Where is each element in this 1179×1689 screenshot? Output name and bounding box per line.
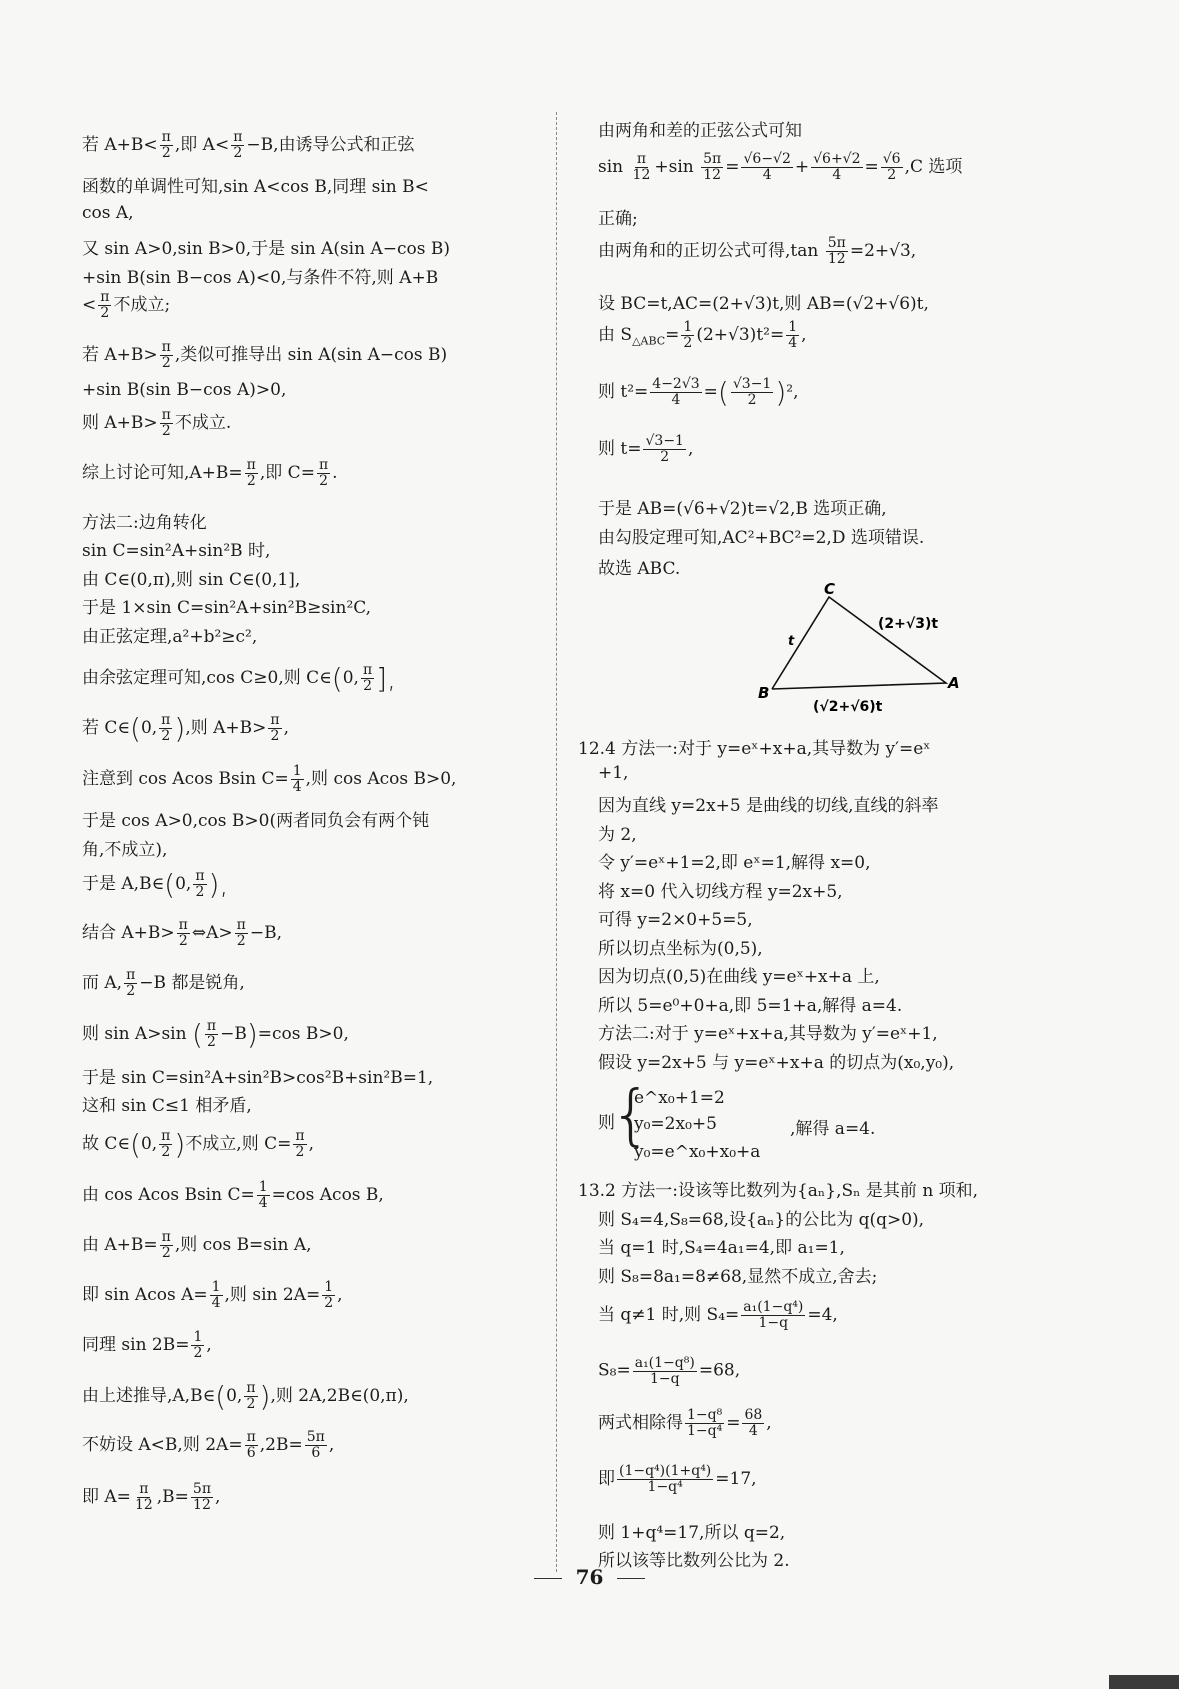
page-footer bbox=[0, 1565, 1179, 1589]
side-ab-label: (√2+√6)t bbox=[813, 699, 883, 715]
line: 方法二:边角转化 bbox=[82, 513, 207, 533]
line: 两式相除得 $\frac{\text{1−q⁸}}{\text{1−q⁴}}$ = $\frac{68}{4}$ , bbox=[598, 1407, 772, 1439]
line: 所以切点坐标为(0,5), bbox=[598, 938, 763, 959]
line: 方法二:对于 y=eˣ+x+a,其导数为 y′=eˣ+1, bbox=[598, 1024, 938, 1044]
side-bc-label: t bbox=[788, 634, 795, 649]
equation: e^x₀+1=2 bbox=[634, 1088, 725, 1108]
line: 令 y′=eˣ+1=2,即 eˣ=1,解得 x=0, bbox=[598, 853, 871, 873]
line: 则 S₈=8a₁=8≠68,显然不成立,舍去; bbox=[598, 1266, 878, 1287]
line: 则 t= $\frac{√3-1}{2}$ , bbox=[598, 433, 694, 465]
line: 由勾股定理可知,AC²+BC²=2,D 选项错误. bbox=[598, 528, 925, 548]
line: 则 t²= $\frac{4-2√3}{4}$ =( $\frac{√3-1}{2}$ )², bbox=[598, 376, 799, 409]
triangle-diagram bbox=[728, 583, 968, 718]
line: 不妨设 A<B,则 2A= $\frac{\pi}{6}$ ,2B= $\frac{5\pi}{6}$ , bbox=[82, 1429, 335, 1461]
line: 于是 A,B∈(0, $\frac{\pi}{2}$ ), bbox=[82, 868, 229, 901]
line: sin C=sin²A+sin²B 时, bbox=[82, 541, 271, 561]
equation: y₀=2x₀+5 bbox=[634, 1114, 717, 1134]
line: 假设 y=2x+5 与 y=eˣ+x+a 的切点为(x₀,y₀), bbox=[598, 1052, 955, 1073]
line: 即 A= $\frac{\pi}{12}$ ,B= $\frac{5\pi}{12}$ , bbox=[82, 1481, 221, 1513]
line: 即 sin Acos A= $\frac{1}{4}$ ,则 sin 2A= $\frac{1}{2}$ , bbox=[82, 1279, 343, 1311]
line: 若 C∈(0, $\frac{\pi}{2}$ ),则 A+B> $\frac{\pi}{2}$ , bbox=[82, 712, 289, 745]
line: 角,不成立), bbox=[82, 840, 168, 860]
line: 于是 1×sin C=sin²A+sin²B≥sin²C, bbox=[82, 598, 372, 618]
line: 由 cos Acos Bsin C= $\frac{1}{4}$ =cos Acos B, bbox=[82, 1179, 384, 1211]
line: 函数的单调性可知,sin A<cos B,同理 sin B< bbox=[82, 177, 429, 197]
line: 因为直线 y=2x+5 是曲线的切线,直线的斜率 bbox=[598, 796, 939, 816]
line: 若 A+B< $\frac{\pi}{2}$ ,即 A< $\frac{\pi}{2}$ −B,由诱导公式和正弦 bbox=[82, 129, 415, 161]
side-ac-label: (2+√3)t bbox=[878, 616, 939, 632]
scan-shadow bbox=[1109, 1675, 1179, 1689]
equation: y₀=e^x₀+x₀+a bbox=[634, 1142, 761, 1162]
line: 由 $S_{\triangle ABC}=$ $\frac{1}{2}$ (2+√3)t²= $\frac{1}{4}$ , bbox=[598, 319, 807, 351]
line: 当 q=1 时,S₄=4a₁=4,即 a₁=1, bbox=[598, 1238, 845, 1258]
page-number: 76 bbox=[575, 1565, 604, 1589]
line: 由上述推导,A,B∈(0, $\frac{\pi}{2}$ ),则 2A,2B∈(0,π), bbox=[82, 1380, 409, 1413]
line: 结合 A+B> $\frac{\pi}{2}$ ⇔A> $\frac{\pi}{2}$ −B, bbox=[82, 917, 282, 949]
line: 而 A, $\frac{\pi}{2}$ −B 都是锐角, bbox=[82, 967, 245, 999]
line: 则 A+B> $\frac{\pi}{2}$ 不成立. bbox=[82, 407, 232, 439]
line: cos A, bbox=[82, 203, 134, 223]
line: +1, bbox=[598, 762, 629, 783]
line: 可得 y=2×0+5=5, bbox=[598, 910, 753, 930]
line: 于是 AB=(√6+√2)t=√2,B 选项正确, bbox=[598, 499, 887, 519]
line: 为 2, bbox=[598, 824, 637, 845]
line: S₈= $\frac{\text{a₁(1−q⁸)}}{1-q}$ =68, bbox=[598, 1355, 741, 1387]
line: 综上讨论可知,A+B= $\frac{\pi}{2}$ ,即 C= $\frac{\pi}{2}$ . bbox=[82, 457, 338, 489]
line: 同理 sin 2B= $\frac{1}{2}$ , bbox=[82, 1329, 212, 1361]
line: 由正弦定理,a²+b²≥c², bbox=[82, 627, 258, 647]
line: +sin B(sin B−cos A)>0, bbox=[82, 380, 287, 400]
line: 设 BC=t,AC=(2+√3)t,则 AB=(√2+√6)t, bbox=[598, 294, 929, 314]
line: 当 q≠1 时,则 S₄= $\frac{\text{a₁(1−q⁴)}}{1-q}$ =4, bbox=[598, 1299, 838, 1331]
column-divider bbox=[556, 112, 557, 1572]
line: 这和 sin C≤1 相矛盾, bbox=[82, 1096, 252, 1116]
line: +sin B(sin B−cos A)<0,与条件不符,则 A+B bbox=[82, 268, 439, 288]
line: 则 S₄=4,S₈=68,设{aₙ}的公比为 q(q>0), bbox=[598, 1209, 925, 1230]
line: 由 C∈(0,π),则 sin C∈(0,1], bbox=[82, 570, 301, 590]
line: 则 sin A>sin ( $\frac{\pi}{2}$ −B)=cos B>0, bbox=[82, 1018, 349, 1051]
line: 由 A+B= $\frac{\pi}{2}$ ,则 cos B=sin A, bbox=[82, 1229, 312, 1261]
line: 由两角和的正切公式可得,tan $\frac{5\pi}{12}$ =2+√3, bbox=[598, 235, 917, 267]
line: 正确; bbox=[598, 209, 638, 229]
line: 又 sin A>0,sin B>0,于是 sin A(sin A−cos B) bbox=[82, 239, 450, 259]
vertex-b-label: B bbox=[758, 684, 770, 702]
vertex-a-label: A bbox=[948, 674, 960, 692]
line: 于是 sin C=sin²A+sin²B>cos²B+sin²B=1, bbox=[82, 1068, 434, 1088]
line: 由两角和差的正弦公式可知 bbox=[598, 121, 802, 141]
line: 将 x=0 代入切线方程 y=2x+5, bbox=[598, 881, 843, 902]
line: 12.4 方法一:对于 y=eˣ+x+a,其导数为 y′=eˣ bbox=[578, 739, 931, 759]
vertex-c-label: C bbox=[824, 583, 836, 598]
line: 注意到 cos Acos Bsin C= $\frac{1}{4}$ ,则 cos Acos B>0, bbox=[82, 763, 457, 795]
line: 则 bbox=[598, 1113, 615, 1133]
line: < $\frac{\pi}{2}$ 不成立; bbox=[82, 289, 171, 321]
line: 若 A+B> $\frac{\pi}{2}$ ,类似可推导出 sin A(sin A−cos B) bbox=[82, 339, 448, 371]
line: 故选 ABC. bbox=[598, 559, 681, 579]
line: 13.2 方法一:设该等比数列为{aₙ},Sₙ 是其前 n 项和, bbox=[578, 1181, 979, 1201]
solution: ,解得 a=4. bbox=[790, 1119, 876, 1139]
line: 所以该等比数列公比为 2. bbox=[598, 1551, 790, 1571]
line: 则 1+q⁴=17,所以 q=2, bbox=[598, 1523, 786, 1543]
line: 所以 5=e⁰+0+a,即 5=1+a,解得 a=4. bbox=[598, 995, 903, 1016]
line: sin $\frac{\pi}{12}$ +sin $\frac{5\pi}{12}$ = $\frac{√6-√2}{4}$ + $\frac{√6+√2}{4}$ = $\frac{√6}{2}$ ,C 选项 bbox=[598, 151, 963, 183]
system-brace: { bbox=[610, 1076, 652, 1153]
line: 因为切点(0,5)在曲线 y=eˣ+x+a 上, bbox=[598, 967, 880, 987]
line: 即 $\frac{\text{(1−q⁴)(1+q⁴)}}{\text{1−q⁴}}$ =17, bbox=[598, 1463, 757, 1495]
line: 由余弦定理可知,cos C≥0,则 C∈(0, $\frac{\pi}{2}$ ], bbox=[82, 662, 396, 695]
line: 于是 cos A>0,cos B>0(两者同负会有两个钝 bbox=[82, 811, 430, 831]
line: 故 C∈(0, $\frac{\pi}{2}$ )不成立,则 C= $\frac{\pi}{2}$ , bbox=[82, 1128, 314, 1161]
